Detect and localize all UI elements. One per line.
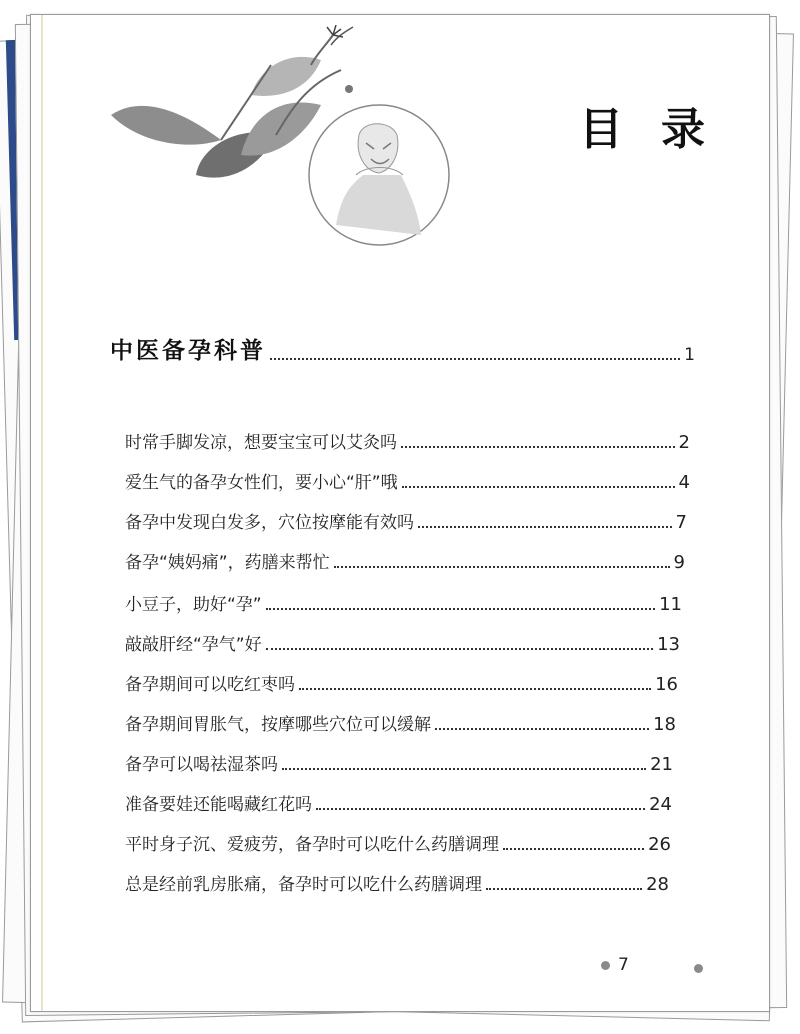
toc-section-title: 中医备孕科普 <box>110 338 266 364</box>
toc-entry-title: 备孕中发现白发多，穴位按摩能有效吗 <box>125 513 414 533</box>
toc-entry-page: 26 <box>648 834 671 855</box>
toc-entry-page: 28 <box>646 874 669 895</box>
toc-entry[interactable] <box>125 508 687 533</box>
toc-entry[interactable] <box>125 590 682 615</box>
toc-entry-title: 备孕期间可以吃红枣吗 <box>125 675 295 695</box>
leader-dots <box>316 808 645 810</box>
leaf-shape <box>111 106 221 145</box>
toc-entry-title: 备孕期间胃胀气，按摩哪些穴位可以缓解 <box>125 715 431 735</box>
toc-entry-title: 备孕“姨妈痛”，药膳来帮忙 <box>125 553 330 573</box>
toc-entry[interactable] <box>125 548 685 573</box>
toc-entry[interactable] <box>125 630 680 655</box>
toc-entry-page: 21 <box>650 754 673 775</box>
toc-entry-title: 备孕可以喝祛湿茶吗 <box>125 755 278 775</box>
toc-entry[interactable] <box>125 790 672 815</box>
leader-dots <box>503 848 644 850</box>
page-title: 目录 <box>579 104 743 155</box>
toc-section-page: 1 <box>684 345 695 365</box>
leader-dots <box>334 566 670 568</box>
toc-entry-page: 9 <box>673 552 685 573</box>
toc-entry[interactable] <box>125 710 676 735</box>
leader-dots <box>282 768 646 770</box>
toc-entry[interactable] <box>125 670 678 695</box>
toc-entry-title: 总是经前乳房胀痛，备孕时可以吃什么药膳调理 <box>125 875 482 895</box>
leader-dots <box>266 648 653 650</box>
toc-entry-page: 11 <box>659 594 682 615</box>
toc-entry-page: 24 <box>649 794 672 815</box>
leader-dots <box>266 608 655 610</box>
leader-dots <box>435 728 649 730</box>
toc-entry-page: 7 <box>675 512 687 533</box>
toc-entry-page: 13 <box>657 634 680 655</box>
toc-entry[interactable] <box>125 750 673 775</box>
footer-dot-left <box>601 961 610 970</box>
toc-entry-title: 爱生气的备孕女性们，要小心“肝”哦 <box>125 473 398 493</box>
leader-dots <box>402 486 675 488</box>
leader-dots <box>401 446 675 448</box>
page-number: 7 <box>618 955 629 975</box>
toc-entry-title: 平时身子沉、爱疲劳，备孕时可以吃什么药膳调理 <box>125 835 499 855</box>
toc-entry-title: 时常手脚发凉，想要宝宝可以艾灸吗 <box>125 433 397 453</box>
toc-entry[interactable] <box>125 870 669 895</box>
toc-entry-title: 小豆子，助好“孕” <box>125 595 262 615</box>
toc-entry-page: 4 <box>678 472 690 493</box>
toc-entry-title: 敲敲肝经“孕气”好 <box>125 635 262 655</box>
toc-entry-page: 2 <box>678 432 690 453</box>
plant-illustration <box>101 25 451 255</box>
leader-dots <box>270 358 680 360</box>
toc-entry-title: 准备要娃还能喝藏红花吗 <box>125 795 312 815</box>
toc-entry[interactable] <box>125 428 690 453</box>
toc-entry[interactable] <box>125 830 671 855</box>
toc-entry-page: 18 <box>653 714 676 735</box>
page-spine <box>41 15 43 1011</box>
footer-dot-right <box>694 964 703 973</box>
leaf-shape <box>241 102 321 155</box>
leader-dots <box>418 526 672 528</box>
leader-dots <box>486 888 642 890</box>
leader-dots <box>299 688 651 690</box>
toc-entry[interactable] <box>125 468 690 493</box>
toc-section[interactable] <box>110 332 695 365</box>
toc-entry-page: 16 <box>655 674 678 695</box>
